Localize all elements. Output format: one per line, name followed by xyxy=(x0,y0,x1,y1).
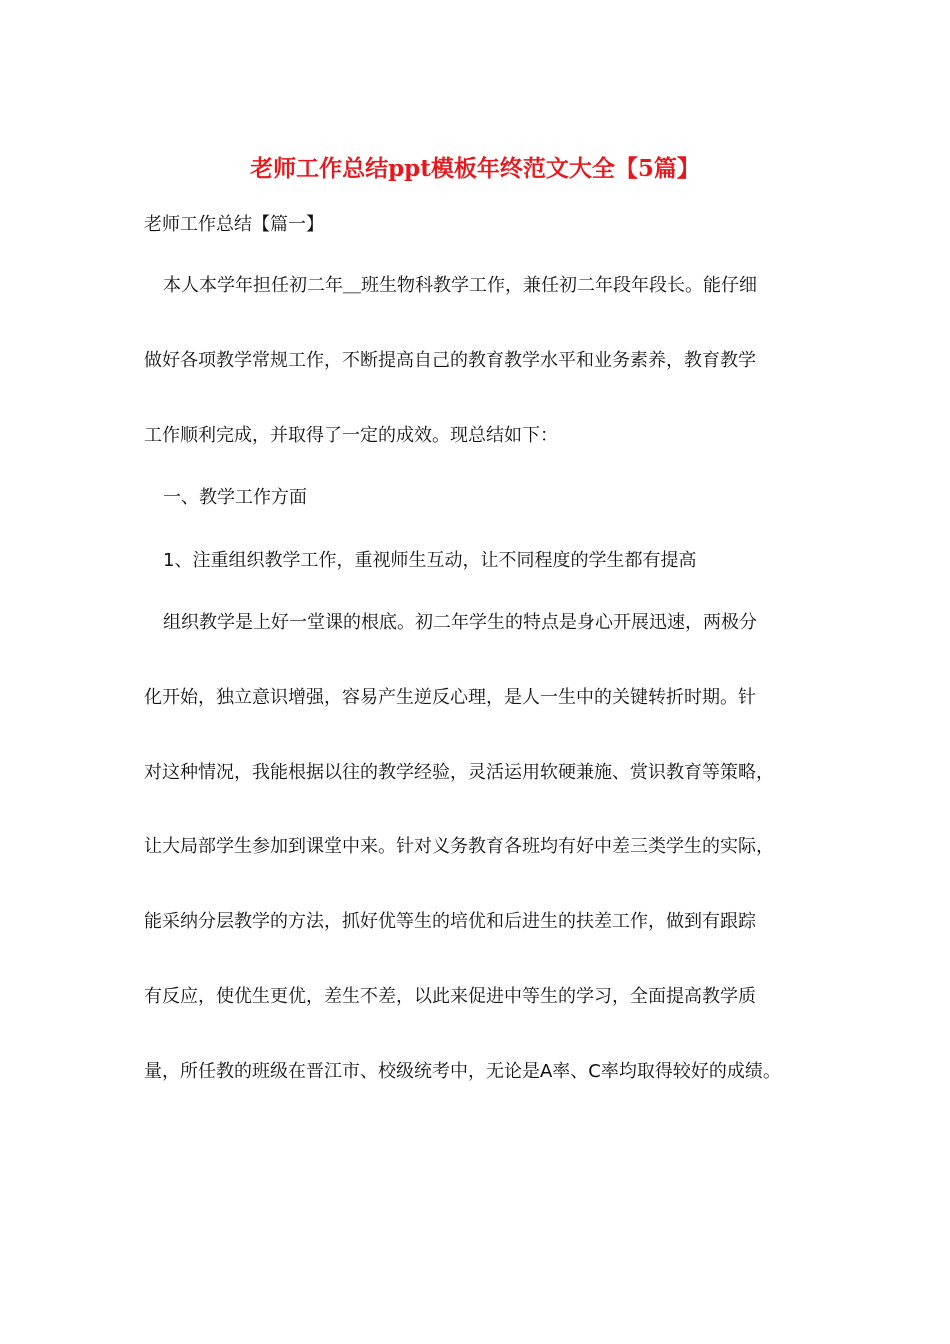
paragraph-line: 能采纳分层教学的方法，抓好优等生的培优和后进生的扶差工作，做到有跟踪 xyxy=(144,911,756,932)
subheading: 一、教学工作方面 xyxy=(163,487,307,508)
paragraph-line: 组织教学是上好一堂课的根底。初二年学生的特点是身心开展迅速，两极分 xyxy=(163,612,757,633)
section-heading: 老师工作总结【篇一】 xyxy=(144,214,324,235)
paragraph-line: 量，所任教的班级在晋江市、校级统考中，无论是A率、C率均取得较好的成绩。 xyxy=(144,1061,781,1082)
subheading: 1、注重组织教学工作，重视师生互动，让不同程度的学生都有提高 xyxy=(163,550,697,571)
paragraph-line: 做好各项教学常规工作，不断提高自己的教育教学水平和业务素养，教育教学 xyxy=(144,350,756,371)
paragraph-line: 本人本学年担任初二年＿班生物科教学工作，兼任初二年段年段长。能仔细 xyxy=(163,275,757,296)
paragraph-line: 让大局部学生参加到课堂中来。针对义务教育各班均有好中差三类学生的实际， xyxy=(144,836,774,857)
document-title: 老师工作总结ppt模板年终范文大全【5篇】 xyxy=(250,155,700,182)
paragraph-line: 工作顺利完成，并取得了一定的成效。现总结如下： xyxy=(144,425,558,446)
paragraph-line: 化开始，独立意识增强，容易产生逆反心理，是人一生中的关键转折时期。针 xyxy=(144,687,756,708)
paragraph-line: 对这种情况，我能根据以往的教学经验，灵活运用软硬兼施、赏识教育等策略， xyxy=(144,762,774,783)
paragraph-line: 有反应，使优生更优，差生不差，以此来促进中等生的学习，全面提高教学质 xyxy=(144,986,756,1007)
